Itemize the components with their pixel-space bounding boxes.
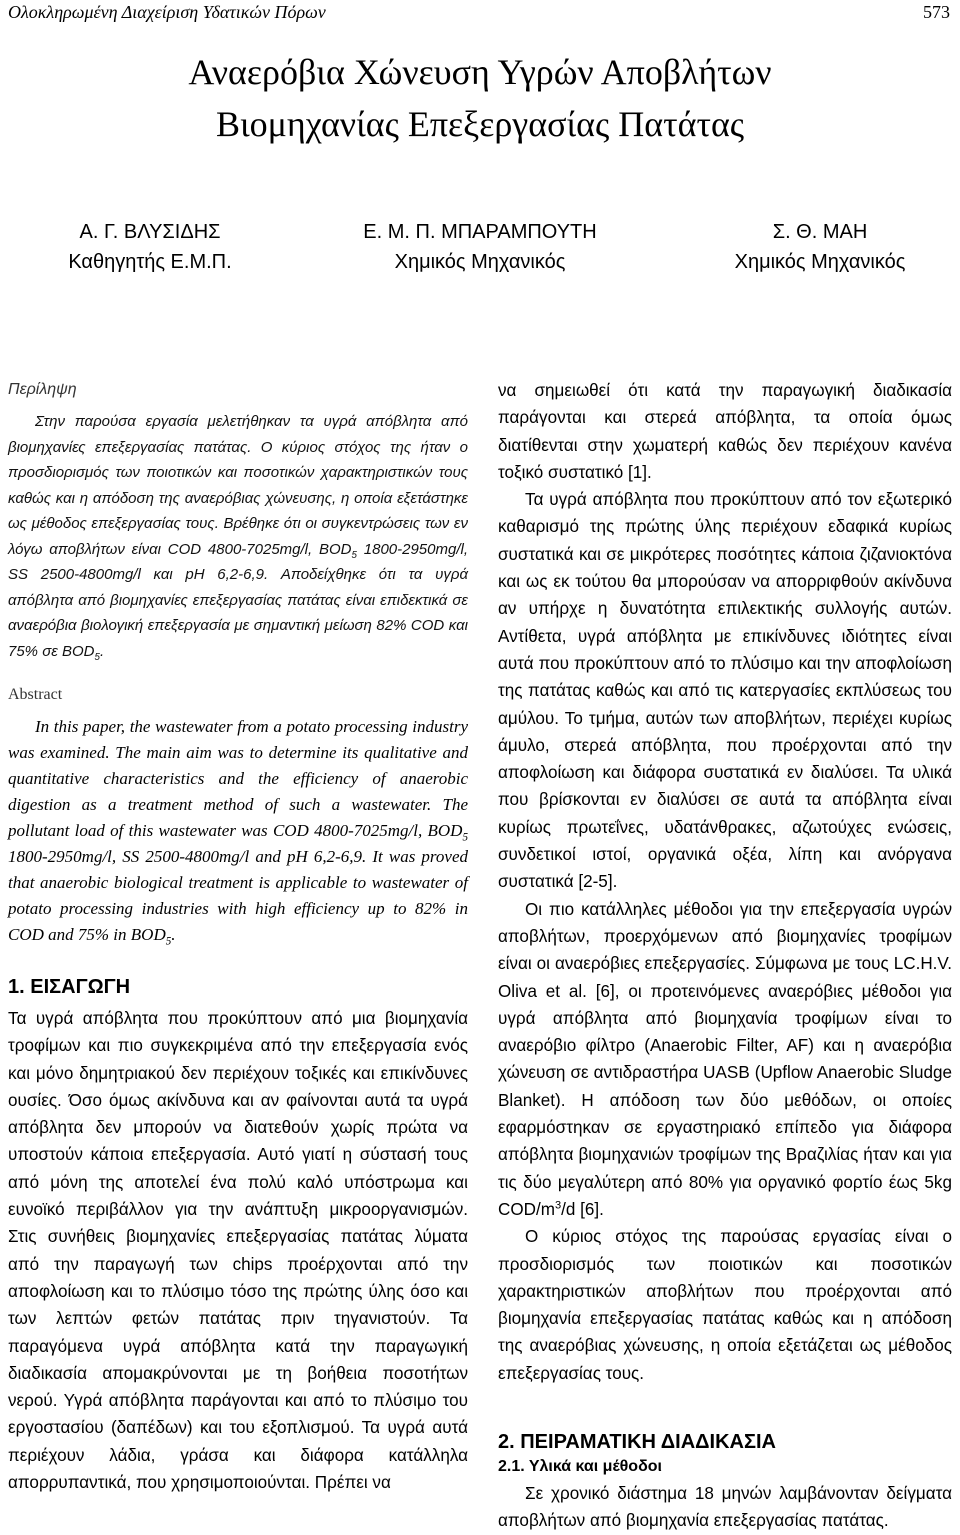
author-3 <box>690 217 950 277</box>
left-column <box>8 377 468 1496</box>
section-2-heading: 2. ΠΕΙΡΑΜΑΤΙΚΗ ΔΙΑΔΙΚΑΣΙΑ <box>498 1430 776 1453</box>
paper-title-line1: Αναερόβια Χώνευση Υγρών Αποβλήτων <box>188 52 772 92</box>
author-role: Χημικός Μηχανικός <box>734 251 906 273</box>
abstract-gr-label: Περίληψη <box>8 381 77 398</box>
author-role: Καθηγητής Ε.Μ.Π. <box>68 251 232 273</box>
section-2-paragraph-1: Σε χρονικό διάστημα 18 μηνών λαμβάνονταν δείγματα αποβλήτων από βιομηχανία επεξεργασίας πατάτας. <box>498 1483 952 1531</box>
abstract-en-text: In this paper, the wastewater from a potato processing industry was examined. The main aim was to determine its qualitative and quantitative characteristics and the efficiency of anaerobic digestion as a treatment method of such a wastewater. The pollutant load of this wastewater was COD 4800-7025mg/l, $BOD_5$ 1800-2950mg/l, SS 2500-4800mg/l and pH 6,2-6,9. It was proved that anaerobic biological treatment is applicable to wastewater of potato processing industries with high efficiency up to 82% in COD and 75% in $BOD_5$. <box>8 717 468 948</box>
section-1-paragraph-2: να σημειωθεί ότι κατά την παραγωγική διαδικασία παράγονται και στερεά απόβλητα, τα οποία όμως διατίθενται στην χωματερή καθώς δεν περιέχουν κανένα τοξικό συστατικό [1]. <box>498 381 952 482</box>
author-name: Ε. Μ. Π. ΜΠΑΡΑΜΠΟΥΤΗ <box>363 221 597 243</box>
paper-title-line2: Βιομηχανίας Επεξεργασίας Πατάτας <box>215 104 745 144</box>
author-name: Α. Γ. ΒΛΥΣΙΔΗΣ <box>79 221 221 243</box>
journal-header: Ολοκληρωμένη Διαχείριση Υδατικών Πόρων <box>8 2 326 22</box>
section-1-paragraph-4: Οι πιο κατάλληλες μέθοδοι για την επεξεργασία υγρών αποβλήτων, προερχόμενων από βιομηχανίες τροφίμων είναι οι αναερόβιες επεξεργασίες. Σύμφωνα με τους LC.H.V. Oliva et al. [6], οι προτεινόμενες αναερόβιες μέθοδοι για υγρά απόβλητα από βιομηχανία τροφίμων είναι το αναερόβιο φίλτρο (Anaerobic Filter, AF) και η αναερόβια χώνευση σε αντιδραστήρα UASB (Upflow Anaerobic Sludge Blanket). Η απόδοση των δύο μεθόδων, οι οποίες εφαρμόστηκαν σε εργαστηριακό επίπεδο για διάφορα απόβλητα βιομηχανιών τροφίμων της Βραζιλίας ήταν και για τις δύο μεγαλύτερη από 80% για οργανικό φορτίο έως 5kg COD/$m^3/d$ [6]. <box>498 899 952 1219</box>
right-column <box>498 377 952 1535</box>
section-2-1-heading: 2.1. Υλικά και μέθοδοι <box>498 1457 662 1475</box>
author-2 <box>330 217 630 277</box>
author-name: Σ. Θ. ΜΑΗ <box>772 221 868 243</box>
page-number: 573 <box>923 2 950 22</box>
section-1-heading: 1. ΕΙΣΑΓΩΓΗ <box>8 976 131 998</box>
section-1-paragraph-5: Ο κύριος στόχος της παρούσας εργασίας είναι ο προσδιορισμός των ποιοτικών και ποσοτικών χαρακτηριστικών αποβλήτων που προέρχονται από βιομηχανία επεξεργασίας πατάτας καθώς και η απόδοση της αναερόβιας χώνευσης, η οποία εξετάζεται ως μέθοδος επεξεργασίας τους. <box>498 1227 952 1383</box>
author-1 <box>20 217 280 277</box>
author-role: Χημικός Μηχανικός <box>394 251 566 273</box>
abstract-gr-text: Στην παρούσα εργασία μελετήθηκαν τα υγρά απόβλητα από βιομηχανίες επεξεργασίας πατάτας. Ο κύριος στόχος της ήταν ο προσδιορισμός των ποιοτικών και ποσοτικών χαρακτηριστικών τους καθώς και η απόδοση της αναερόβιας χώνευσης, η οποία εξετάστηκε ως μέθοδος επεξεργασίας τους. Βρέθηκε ότι οι συγκεντρώσεις των εν λόγω αποβλήτων είναι COD 4800-7025mg/l, $BOD_5$ 1800-2950mg/l, SS 2500-4800mg/l και pH 6,2-6,9. Αποδείχθηκε ότι τα υγρά απόβλητα από βιομηχανίες επεξεργασίας πατάτας είναι επιδεκτικά σε αναερόβια βιολογική επεξεργασία με σημαντική μείωση 82% COD και 75% σε $BOD_5$. <box>8 413 468 663</box>
abstract-en-label: Abstract <box>8 686 63 703</box>
section-1-paragraph-1: Τα υγρά απόβλητα που προκύπτουν από μια βιομηχανία τροφίμων και πιο συγκεκριμένα από την επεξεργασία ενός και μόνο δημητριακού δεν περιέχουν τοξικές και επικίνδυνες ουσίες. Όσο όμως ακίνδυνα και αν φαίνονται αυτά τα υγρά απόβλητα δεν μπορούν να διατεθούν χωρίς πρώτα να υποστούν κάποια επεξεργασία. Αυτό γιατί η σύστασή τους από μόνη της αποτελεί ένα πολύ καλό υπόστρωμα και ευνοϊκό περιβάλλον για την ανάπτυξη μικροοργανισμών. Στις συνήθεις βιομηχανίες επεξεργασίας πατάτας λύματα από την παραγωγή των chips προέρχονται από την αποφλοίωση και το πλύσιμο τόσο της πρώτης ύλης όσο και των λεπτών φετών πατάτας πριν τηγανιστούν. Τα παραγόμενα υγρά απόβλητα κατά την παραγωγική διαδικασία απομακρύνονται με τη βοήθεια ποσοτήτων νερού. Υγρά απόβλητα παράγονται και από το πλύσιμο του εργοστασίου (δαπέδων) και του εξοπλισμού. Τα υγρά αυτά περιέχουν λάδια, γράσα και διάφορα κατάλληλα απορρυπαντικά, που χρησιμοποιούνται. Πρέπει να <box>8 1009 468 1493</box>
section-1-paragraph-3: Τα υγρά απόβλητα που προκύπτουν από τον εξωτερικό καθαρισμό της πρώτης ύλης περιέχουν εδαφικά κυρίως συστατικά και σε μικρότερες ποσότητες κάποια ζιζανιοκτόνα και ως εκ τούτου θα μπορούσαν να απορριφθούν ακίνδυνα αν υπήρχε η δυνατότητα επιλεκτικής συλλογής αυτών. Αντίθετα, υγρά απόβλητα με επικίνδυνες ιδιότητες είναι αυτά που προκύπτουν από το πλύσιμο και την αποφλοίωση της πατάτας καθώς και από τις κατεργασίες εκπλύσεως του αμύλου. Το τμήμα, αυτών των αποβλήτων, περιέχει κυρίως άμυλο, στερεά απόβλητα, που προέρχονται από την αποφλοίωση και διάφορα συστατικά εν διαλύσει. Τα υλικά που βρίσκονται εν διαλύσει σε αυτά τα απόβλητα είναι κυρίως πρωτεΐνες, υδατάνθρακες, αζωτούχες ενώσεις, συνδετικοί ιστοί, οργανικά οξέα, λίπη και ανόργανα συστατικά [2-5]. <box>498 490 952 892</box>
